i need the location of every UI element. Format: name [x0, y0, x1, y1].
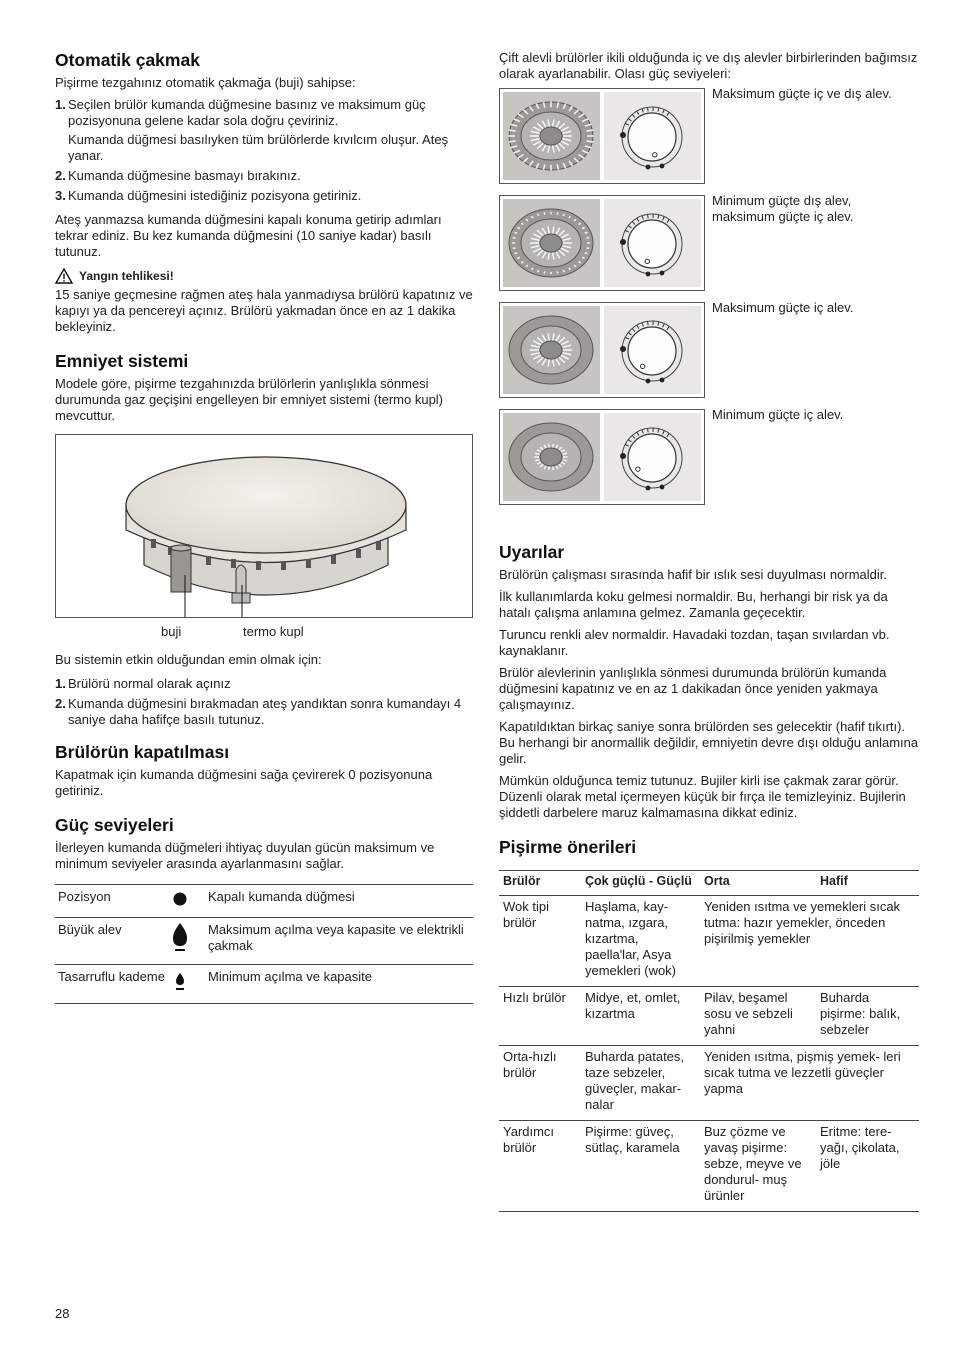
medium-cell: Buz çözme ve yavaş pişirme: sebze, meyve ve dondurul- muş ürünler: [700, 1121, 816, 1212]
oto-retry-paragraph: Ateş yanmazsa kumanda düğmesini kapalı konuma getirip adımları tekrar ediniz. Bu kez kumanda düğmesini (10 saniye kadar) basılı tutunuz.: [55, 212, 442, 259]
outer-flame: [585, 232, 588, 233]
section-title-guc-seviyeleri: Güç seviyeleri: [55, 815, 174, 835]
step-number: 2.: [55, 168, 66, 183]
position-dot: [660, 378, 665, 383]
check-intro: Bu sistemin etkin olduğundan emin olmak için:: [55, 652, 322, 667]
fire-warning-heading: [55, 268, 473, 284]
table-row: [499, 987, 919, 1046]
burner-cell: Yardımcı brülör: [499, 1121, 581, 1212]
check-steps: [55, 676, 473, 728]
uyari-para-4: Brülör alevlerinin yanlışlıkla sönmesi durumunda brülörün kumanda düğmesini kapatınız ve en az 1 dakikadan önce yeniden yakmaya çalışmayınız.: [499, 665, 887, 712]
burner-cap: [540, 448, 562, 466]
power-level-row: [499, 195, 919, 302]
knob: [628, 434, 676, 482]
step-text: Kumanda düğmesini bırakmadan ateş yandıktan sonra kumandayı 4 saniye daha hafifçe basılı tutunuz.: [68, 696, 462, 727]
position-dot: [646, 379, 651, 384]
power-level-text: Minimum güçte iç alev.: [712, 407, 844, 422]
warning-text: 15 saniye geçmesine rağmen ateş hala yanmadıysa brülörü kapatınız ve kapıyı ya da pencereyi açınız. Brülörü yakmadan önce en az 1 dakika bekleyiniz.: [55, 287, 473, 334]
burner-cap: [540, 234, 562, 252]
step-number: 1.: [55, 97, 66, 112]
outer-flame: [515, 253, 518, 254]
position-cell: Tasarruflu kademe: [55, 965, 169, 1004]
inner-flame: [549, 444, 550, 448]
outer-flame: [509, 141, 516, 142]
knob-tick: [648, 214, 649, 218]
inner-flame: [549, 467, 550, 471]
uyari-para-2: İlk kullanımlarda koku gelmesi normaldir. Bu, herhangi bir risk ya da hatalı çalışma anlamına gelmez. Zamanla geçecektir.: [499, 589, 888, 620]
power-level-text: Maksimum güçte iç ve dış alev.: [712, 86, 892, 101]
inner-flame: [553, 444, 554, 448]
guc-text: İlerleyen kumanda düğmeleri ihtiyaç duyulan gücün maksimum ve minimum seviyeler arasında ayarlanmasını sağlar.: [55, 840, 435, 871]
position-dot: [646, 165, 651, 170]
column-header: Brülör: [499, 871, 581, 896]
section-title-pisirme-onerileri: Pişirme önerileri: [499, 837, 637, 857]
step-number: 2.: [55, 696, 66, 711]
position-cell: Büyük alev: [55, 918, 169, 965]
outer-flame: [517, 257, 519, 258]
description-cell: Kapalı kumanda düğmesi: [205, 885, 473, 918]
inner-flame: [535, 460, 539, 461]
power-level-text: Minimum güçte dış alev, maksimum güçte iç alev.: [712, 193, 854, 224]
strong-cell: Pişirme: güveç, sütlaç, karamela: [581, 1121, 700, 1212]
position-dot: [646, 486, 651, 491]
section-title-brulorun-kapatilmasi: Brülörün kapatılması: [55, 742, 230, 762]
oto-steps: [55, 97, 473, 204]
step-text: Seçilen brülör kumanda düğmesine basınız ve maksimum güç pozisyonuna gelene kadar sola doğru çeviriniz.: [68, 97, 426, 128]
knob: [628, 327, 676, 375]
burner-knob-illustration: [500, 303, 704, 397]
burner-cell: Wok tipi brülör: [499, 896, 581, 987]
outer-flame: [582, 257, 584, 258]
power-level-row: [499, 88, 919, 195]
table-row: [499, 1121, 919, 1212]
position-cell: Pozisyon: [55, 885, 169, 918]
figure-labels: [55, 618, 473, 640]
knob-tick: [648, 428, 649, 432]
uyari-para-5: Kapatıldıktan birkaç saniye sonra brülörden ses gelecektir (hafif tıkırtı). Bu herhangi bir anormallik değildir, emniyetin devre dışı olduğu anlamına gelir.: [499, 719, 919, 766]
outer-flame: [586, 141, 593, 142]
left-column: [55, 50, 473, 1004]
column-header: Hafif: [816, 871, 919, 896]
inner-flame: [563, 460, 567, 461]
burner-cap: [540, 341, 562, 359]
section-title-uyarilar: Uyarılar: [499, 542, 565, 562]
power-levels: [499, 88, 919, 516]
off-position-dot: [620, 346, 626, 352]
outer-flame: [538, 214, 539, 216]
outer-flame: [563, 214, 564, 216]
uyari-para-1: Brülörün çalışması sırasında hafif bir ıslık sesi duyulması normaldir.: [499, 567, 887, 582]
outer-flame: [582, 227, 584, 228]
strong-cell: Midye, et, omlet, kızartma: [581, 987, 700, 1046]
dual-flame-intro: Çift alevli brülörler ikili olduğunda iç ve dış alevler birbirlerinden bağımsız olarak ayarlanabilir. Olası güç seviyeleri:: [499, 50, 918, 81]
power-level-text: Maksimum güçte iç alev.: [712, 300, 854, 315]
medium-cell: Pilav, beşamel sosu ve sebzeli yahni: [700, 987, 816, 1046]
off-dot-icon: [172, 889, 188, 907]
label-buji: buji: [161, 624, 182, 639]
small-flame-icon: [172, 969, 188, 993]
burner-cell: Orta-hızlı brülör: [499, 1046, 581, 1121]
outer-flame: [538, 270, 539, 272]
position-dot: [646, 272, 651, 277]
knob-tick: [648, 321, 649, 325]
outer-flame: [517, 227, 519, 228]
oto-step-3: [55, 188, 473, 204]
section-title-emniyet-sistemi: Emniyet sistemi: [55, 351, 189, 371]
position-dot: [660, 164, 665, 169]
table-row: [499, 1046, 919, 1121]
power-level-row: [499, 302, 919, 409]
description-cell: Maksimum açılma veya kapasite ve elektrikli çakmak: [205, 918, 473, 965]
cooking-table: [499, 870, 919, 1212]
step-text: Brülörü normal olarak açınız: [68, 676, 231, 691]
knob-tick: [648, 107, 649, 111]
knob: [628, 220, 676, 268]
description-cell: Minimum açılma ve kapasite: [205, 965, 473, 1004]
power-level-image: [499, 409, 705, 505]
burner-knob-illustration: [500, 196, 704, 290]
large-flame-icon: [172, 922, 188, 954]
burner-cap: [540, 127, 562, 145]
medium-light-cell: Yeniden ısıtma, pişmiş yemek- leri sıcak tutma ve lezzetli güveçler yapma: [700, 1046, 919, 1121]
warning-triangle-icon: [55, 268, 73, 284]
burner-diagram: [56, 435, 472, 617]
right-column: [499, 50, 919, 1212]
check-step-1: [55, 676, 473, 692]
light-cell: Eritme: tere- yağı, çikolata, jöle: [816, 1121, 919, 1212]
inner-flame: [563, 453, 567, 454]
outer-flame: [569, 268, 570, 270]
uyari-para-3: Turuncu renkli alev normaldir. Havadaki tozdan, taşan sıvılardan vb. kaynaklanır.: [499, 627, 890, 658]
step-text: Kumanda düğmesine basmayı bırakınız.: [68, 168, 301, 183]
check-step-2: [55, 696, 473, 728]
table-row: [499, 896, 919, 987]
position-dot: [660, 271, 665, 276]
outer-flame: [532, 268, 533, 270]
burner-knob-illustration: [500, 89, 704, 183]
table-row: [55, 885, 473, 918]
off-position-dot: [620, 453, 626, 459]
off-position-dot: [620, 239, 626, 245]
light-cell: Buharda pişirme: balık, sebzeler: [816, 987, 919, 1046]
oto-step-2: [55, 168, 473, 184]
outer-flame: [509, 130, 516, 131]
oto-intro: Pişirme tezgahınız otomatik çakmağa (buji) sahipse:: [55, 75, 356, 90]
strong-cell: Haşlama, kay- natma, ızgara, kızartma, paella'lar, Asya yemekleri (wok): [581, 896, 700, 987]
power-level-row: [499, 409, 919, 516]
outer-flame: [585, 253, 588, 254]
kapat-text: Kapatmak için kumanda düğmesini sağa çevirerek 0 pozisyonuna getiriniz.: [55, 767, 433, 798]
burner-knob-illustration: [500, 410, 704, 504]
uyari-para-6: Mümkün olduğunca temiz tutunuz. Bujiler kirli ise çakmak zarar görür. Düzenli olarak metal içermeyen küçük bir fırça ile temizleyiniz. Bujilerin şiddetli darbelere maruz kalmamasına dikkat ediniz.: [499, 773, 906, 820]
step-number: 3.: [55, 188, 66, 203]
outer-flame: [532, 216, 533, 218]
power-position-table: [55, 884, 473, 1004]
column-header: Çok güçlü - Güçlü: [581, 871, 700, 896]
outer-flame: [563, 270, 564, 272]
step-1-extra: Kumanda düğmesi basılıyken tüm brülörlerde kıvılcım oluşur. Ateş yanar.: [68, 132, 449, 163]
burner-cell: Hızlı brülör: [499, 987, 581, 1046]
strong-cell: Buharda patates, taze sebzeler, güveçler, makar- nalar: [581, 1046, 700, 1121]
power-level-image: [499, 302, 705, 398]
warning-title: Yangın tehlikesi!: [79, 269, 174, 283]
emniyet-text: Modele göre, pişirme tezgahınızda brülörlerin yanlışlıkla sönmesi durumunda gaz geçişini engelleyen bir emniyet sistemi (termo kupl) mevcuttur.: [55, 376, 444, 423]
power-level-image: [499, 195, 705, 291]
label-termo-kupl: termo kupl: [243, 624, 304, 639]
thermocouple-figure: [55, 434, 473, 618]
oto-step-1: [55, 97, 473, 164]
table-row: [55, 965, 473, 1004]
table-header-row: [499, 871, 919, 896]
section-title-otomatik-cakmak: Otomatik çakmak: [55, 50, 200, 70]
outer-flame: [515, 232, 518, 233]
outer-flame: [569, 216, 570, 218]
knob: [628, 113, 676, 161]
outer-flame: [586, 130, 593, 131]
position-dot: [660, 485, 665, 490]
step-text: Kumanda düğmesini istediğiniz pozisyona getiriniz.: [68, 188, 362, 203]
power-level-image: [499, 88, 705, 184]
inner-flame: [535, 453, 539, 454]
inner-flame: [553, 467, 554, 471]
step-number: 1.: [55, 676, 66, 691]
medium-light-cell: Yeniden ısıtma ve yemekleri sıcak tutma: hazır yemekler, önceden pişirilmiş yemekler: [700, 896, 919, 987]
column-header: Orta: [700, 871, 816, 896]
table-row: [55, 918, 473, 965]
page-number: 28: [55, 1306, 70, 1321]
off-position-dot: [620, 132, 626, 138]
